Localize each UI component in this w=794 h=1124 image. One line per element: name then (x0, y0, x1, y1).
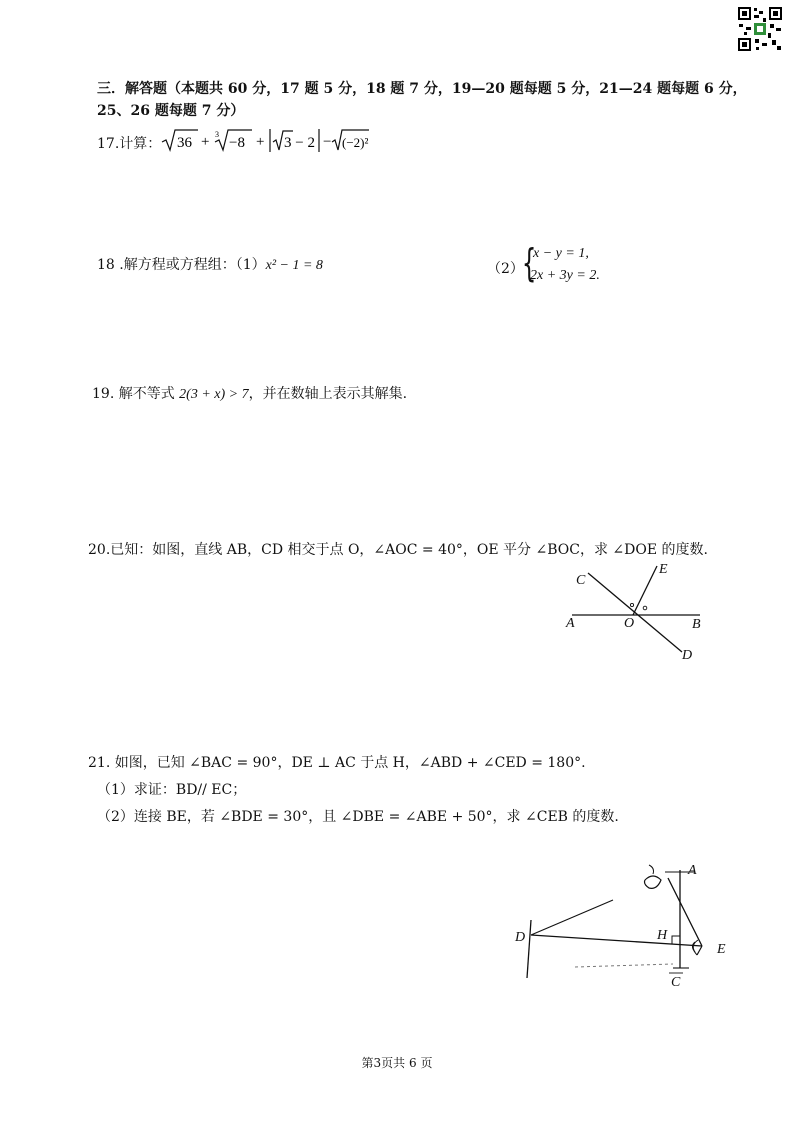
q21-figure (505, 860, 745, 995)
question-21-line-1: 21. 如图，已知 ∠BAC = 90°，DE ⊥ AC 于点 H，∠ABD + ∠CED = 180°. (88, 755, 586, 771)
q18-system-brace: { (521, 241, 537, 285)
q18-part2-label: （2） (487, 261, 524, 277)
q17-expression (160, 124, 370, 156)
question-20: 20.已知：如图，直线 AB，CD 相交于点 O，∠AOC = 40°，OE 平分 ∠BOC，求 ∠DOE 的度数. (88, 542, 708, 558)
label-o: O (624, 616, 635, 631)
q20-figure (560, 560, 720, 670)
q17-term-1: 36 (177, 135, 192, 151)
q17-plus-1: + (201, 134, 210, 150)
label-c: C (671, 975, 681, 990)
q18-system-line-1: x − y = 1, (533, 246, 589, 261)
q17-term-3: 3 − 2 (284, 135, 315, 151)
ray-oe (633, 566, 657, 615)
q17-prefix: 17.计算： (97, 136, 162, 152)
q17-plus-2: + (256, 134, 265, 150)
label-b: B (692, 617, 701, 632)
label-a: A (688, 863, 697, 878)
page-number: 第3页共 6 页 (361, 1056, 433, 1070)
question-21-part-2: （2）连接 BE，若 ∠BDE = 30°，且 ∠DBE = ∠ABE + 50°，求 ∠CEB 的度数. (97, 809, 619, 825)
svg-text:3: 3 (215, 130, 219, 139)
q19-prefix: 19. 解不等式 (92, 386, 175, 402)
q19-inequality: 2(3 + x) > 7 (179, 387, 249, 402)
q19-suffix: ，并在数轴上表示其解集. (248, 386, 408, 402)
q18-equation-1: x² − 1 = 8 (265, 258, 323, 273)
question-17 (97, 133, 161, 153)
q17-term-4: (−2)² (342, 135, 369, 150)
q18-prefix: 18 .解方程或方程组：（1） (97, 257, 266, 273)
label-h: H (657, 928, 668, 943)
question-21-part-1: （1）求证：BD// EC； (97, 782, 247, 798)
label-d: D (682, 648, 693, 663)
question-18 (97, 254, 323, 274)
question-19 (92, 383, 407, 403)
label-d: D (515, 930, 526, 945)
segment-de (531, 935, 702, 946)
q17-term-2: −8 (229, 135, 245, 151)
label-e: E (659, 562, 668, 577)
q17-minus: − (323, 134, 332, 150)
section-header: 三．解答题（本题共 60 分，17 题 5 分，18 题 7 分，19—20 题每题 5 分，21—24 题每题 6 分，25、26 题每题 7 分） (97, 81, 747, 119)
label-c: C (576, 573, 586, 588)
q18-system-line-2: 2x + 3y = 2. (530, 268, 600, 283)
qr-code-icon (737, 6, 783, 52)
label-e: E (717, 942, 726, 957)
line-cd (588, 573, 682, 652)
label-a: A (566, 616, 575, 631)
